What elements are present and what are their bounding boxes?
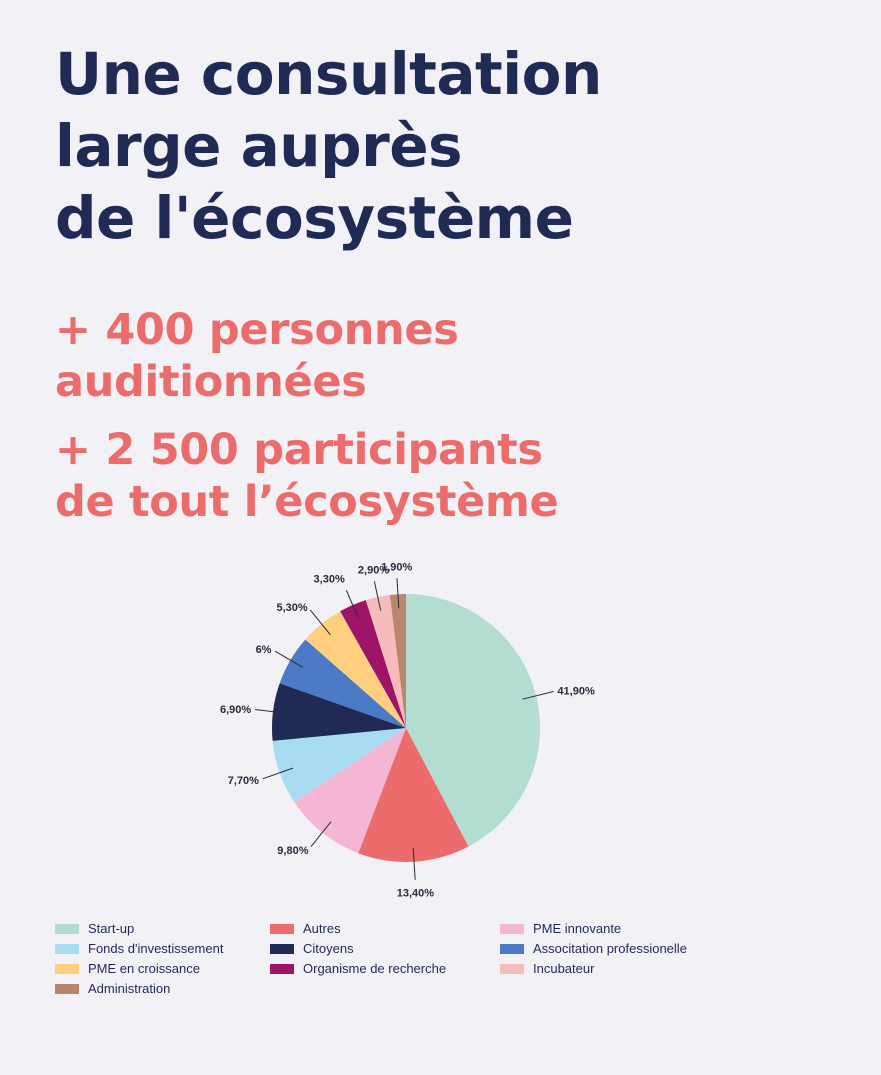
legend-swatch (55, 944, 79, 954)
legend-label: Fonds d'investissement (88, 941, 224, 956)
data-label-start-up: 41,90% (557, 685, 595, 698)
legend-label: Incubateur (533, 961, 595, 976)
stat-participants-line-1: + 2 500 participants (55, 425, 543, 475)
legend-swatch (55, 964, 79, 974)
legend-swatch (500, 924, 524, 934)
legend-item-incubateur (500, 960, 775, 977)
legend-item-start-up (55, 920, 270, 937)
legend-item-citoyens (270, 940, 500, 957)
stat-auditions-line-1: + 400 personnes (55, 305, 459, 355)
data-label-administration: 1,90% (381, 561, 413, 574)
data-label-autres: 13,40% (396, 887, 435, 900)
legend-label: PME en croissance (88, 961, 200, 976)
data-label-incubateur: 2,90% (357, 564, 390, 577)
legend-label: PME innovante (533, 921, 622, 936)
legend-item-fonds-d-investissement (55, 940, 270, 957)
legend-swatch (500, 944, 524, 954)
stat-auditions-line-2: auditionnées (55, 357, 367, 407)
legend-item-pme-innovante (500, 920, 775, 937)
legend-item-administration (55, 980, 270, 997)
legend-swatch (55, 924, 79, 934)
data-label-fonds-d-investissement: 7,70% (227, 775, 259, 788)
data-label-organisme-de-recherche: 3,30% (313, 573, 345, 586)
data-label-pme-innovante: 9,80% (277, 844, 309, 857)
legend-label: Associtation professionelle (533, 941, 687, 956)
legend-label: Autres (303, 921, 341, 936)
legend-label: Start-up (88, 921, 135, 936)
legend-swatch (270, 924, 294, 934)
legend-item-autres (270, 920, 500, 937)
title-line-3: de l'écosystème (55, 184, 574, 252)
title-line-2: large auprès (55, 112, 463, 180)
legend-label: Organisme de recherche (303, 961, 447, 976)
stat-participants-line-2: de tout l’écosystème (55, 477, 559, 527)
legend-item-associtation-professionelle (500, 940, 775, 957)
data-label-pme-en-croissance: 5,30% (276, 601, 308, 614)
data-label-associtation-professionelle: 6% (255, 644, 272, 657)
data-label-citoyens: 6,90% (219, 704, 252, 717)
legend-label: Citoyens (303, 941, 354, 956)
legend-swatch (270, 944, 294, 954)
chart-legend (55, 920, 775, 997)
legend-item-organisme-de-recherche (270, 960, 500, 977)
legend-label: Administration (88, 981, 171, 996)
legend-item-pme-en-croissance (55, 960, 270, 977)
legend-swatch (500, 964, 524, 974)
title-line-1: Une consultation (55, 40, 602, 108)
legend-swatch (270, 964, 294, 974)
legend-swatch (55, 984, 79, 994)
